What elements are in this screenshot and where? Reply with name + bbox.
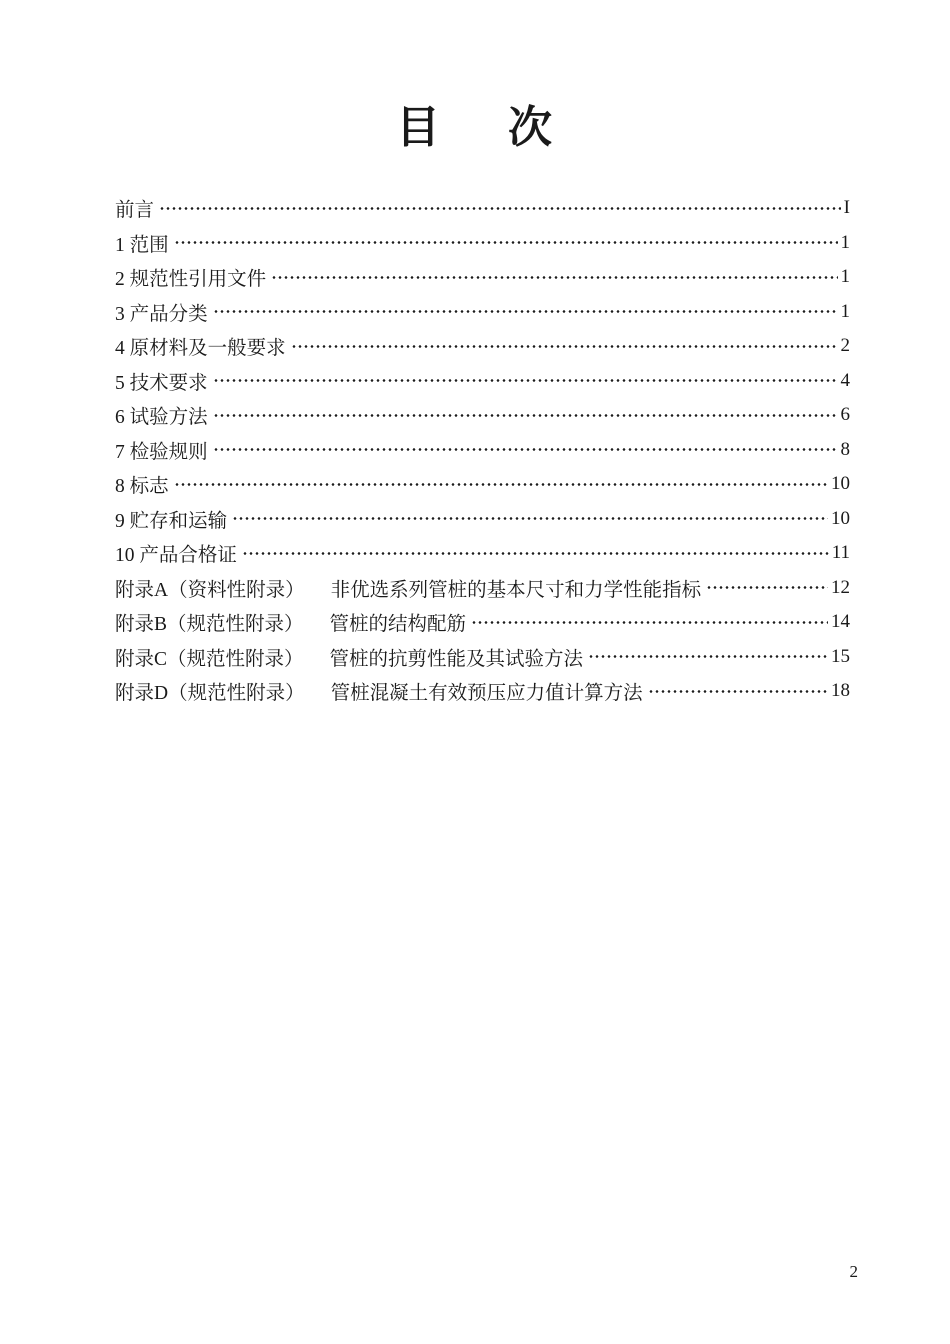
dot-leader bbox=[213, 405, 838, 426]
dot-leader bbox=[174, 232, 838, 253]
dot-leader bbox=[232, 508, 828, 529]
toc-entry-page: 18 bbox=[831, 680, 850, 702]
toc-entry-page: 12 bbox=[831, 576, 850, 598]
toc-entry bbox=[115, 605, 850, 640]
toc-entry-page: 6 bbox=[840, 404, 850, 426]
toc-entry bbox=[115, 226, 850, 261]
toc-entry bbox=[115, 398, 850, 433]
toc-entry-label: 附录B（规范性附录） bbox=[115, 614, 304, 636]
toc-entry-subtitle: 管桩的结构配筋 bbox=[329, 614, 467, 636]
toc-entry-label: 4 原材料及一般要求 bbox=[115, 338, 286, 360]
toc-entry-subtitle: 非优选系列管桩的基本尺寸和力学性能指标 bbox=[330, 579, 702, 601]
toc-entry-label: 5 技术要求 bbox=[115, 372, 208, 394]
dot-leader bbox=[159, 198, 841, 219]
dot-leader bbox=[213, 301, 838, 322]
toc-entry-label: 9 贮存和运输 bbox=[115, 510, 228, 532]
toc-entry-label: 附录A（资料性附录） bbox=[115, 579, 305, 601]
dot-leader bbox=[291, 336, 838, 357]
toc-entry-label: 7 检验规则 bbox=[115, 441, 208, 463]
toc-entry-page: 1 bbox=[840, 300, 850, 322]
toc-entry bbox=[115, 260, 850, 295]
toc-entry bbox=[115, 433, 850, 468]
toc-entry bbox=[115, 191, 850, 226]
dot-leader bbox=[242, 543, 829, 564]
toc-entry bbox=[115, 295, 850, 330]
dot-leader bbox=[174, 474, 828, 495]
toc-entry-label: 3 产品分类 bbox=[115, 303, 208, 325]
dot-leader bbox=[471, 612, 828, 633]
toc-entry-page: 4 bbox=[840, 369, 850, 391]
toc-list bbox=[115, 191, 850, 709]
toc-entry-label: 6 试验方法 bbox=[115, 407, 208, 429]
toc-entry-label: 附录C（规范性附录） bbox=[115, 648, 304, 670]
toc-entry bbox=[115, 502, 850, 537]
toc-entry-page: 15 bbox=[831, 645, 850, 667]
toc-entry-label: 10 产品合格证 bbox=[115, 545, 237, 567]
toc-entry-page: 1 bbox=[840, 231, 850, 253]
toc-entry-page: I bbox=[843, 197, 850, 219]
toc-entry bbox=[115, 364, 850, 399]
toc-entry-label: 8 标志 bbox=[115, 476, 169, 498]
toc-entry-label: 前言 bbox=[115, 200, 155, 222]
dot-leader bbox=[213, 370, 838, 391]
toc-entry-subtitle: 管桩的抗剪性能及其试验方法 bbox=[329, 648, 584, 670]
toc-entry-label: 2 规范性引用文件 bbox=[115, 269, 267, 291]
toc-entry bbox=[115, 571, 850, 606]
toc-entry bbox=[115, 536, 850, 571]
page-title: 目 次 bbox=[396, 103, 554, 152]
toc-entry-page: 2 bbox=[840, 335, 850, 357]
toc-entry bbox=[115, 640, 850, 675]
dot-leader bbox=[271, 267, 837, 288]
toc-entry-page: 10 bbox=[831, 473, 850, 495]
dot-leader bbox=[213, 439, 838, 460]
toc-entry-label: 附录D（规范性附录） bbox=[115, 683, 305, 705]
toc-entry bbox=[115, 467, 850, 502]
toc-entry-label: 1 范围 bbox=[115, 234, 169, 256]
toc-entry-page: 14 bbox=[831, 611, 850, 633]
toc-entry-page: 8 bbox=[840, 438, 850, 460]
toc-entry-page: 1 bbox=[840, 266, 850, 288]
toc-entry bbox=[115, 674, 850, 709]
dot-leader bbox=[648, 681, 828, 702]
toc-entry-page: 11 bbox=[831, 542, 850, 564]
page-number: 2 bbox=[849, 1262, 858, 1281]
dot-leader bbox=[706, 577, 828, 598]
dot-leader bbox=[588, 646, 828, 667]
toc-entry-page: 10 bbox=[831, 507, 850, 529]
toc-entry bbox=[115, 329, 850, 364]
toc-entry-subtitle: 管桩混凝土有效预压应力值计算方法 bbox=[330, 683, 643, 705]
